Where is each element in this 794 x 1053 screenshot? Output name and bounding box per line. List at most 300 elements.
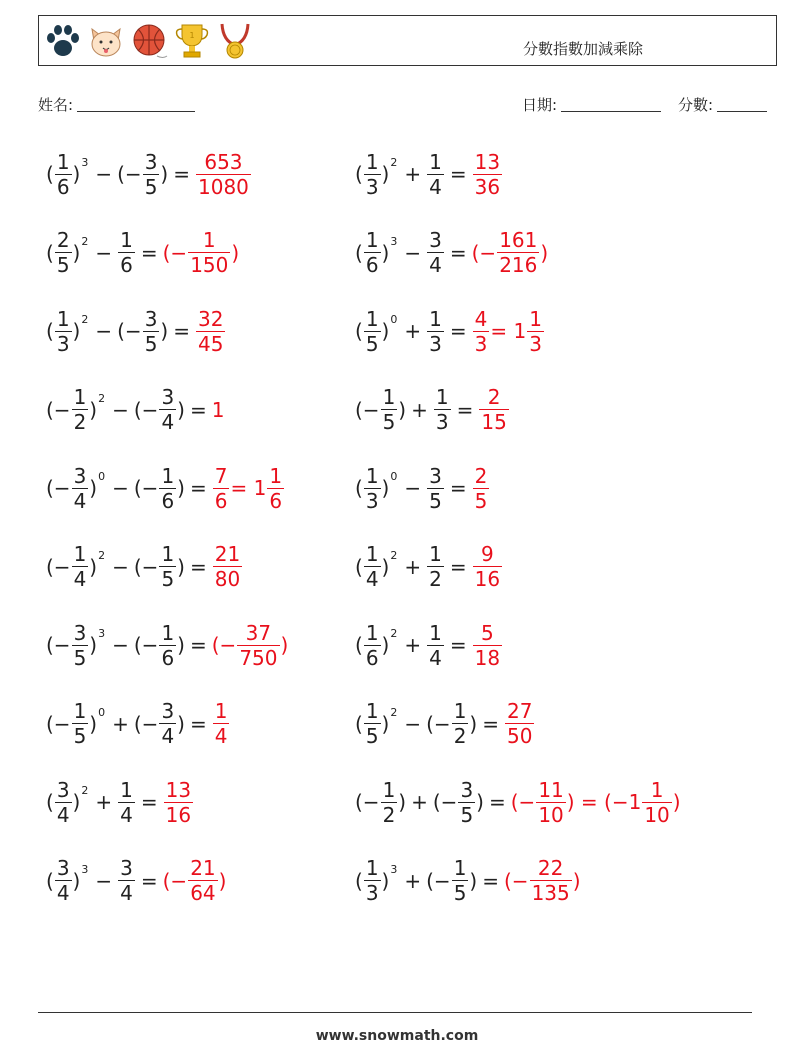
denominator: 50 — [507, 724, 533, 748]
denominator: 6 — [269, 488, 283, 513]
fraction — [213, 464, 230, 513]
operator: = — [449, 162, 467, 186]
numerator: 2 — [474, 463, 488, 488]
operator: − — [95, 162, 113, 186]
operator: = — [482, 711, 499, 736]
numerator: 653 — [204, 149, 243, 174]
denominator: 1080 — [198, 174, 249, 199]
exponent: 3 — [390, 862, 398, 876]
fraction — [237, 621, 279, 670]
denominator: 5 — [144, 331, 158, 356]
exponent: 3 — [390, 234, 398, 248]
answer-text: ) — [572, 868, 581, 893]
numerator: 3 — [56, 856, 70, 880]
problem-18 — [355, 774, 681, 830]
denominator: 3 — [435, 410, 449, 434]
operator: = — [140, 868, 158, 893]
numerator: 1 — [365, 149, 379, 174]
score-field — [678, 94, 767, 115]
denominator: 4 — [56, 881, 70, 905]
fraction — [530, 856, 572, 905]
denominator: 3 — [474, 331, 488, 356]
fraction — [452, 856, 469, 905]
icon-strip — [43, 21, 258, 61]
operator: + — [404, 554, 422, 579]
answer — [504, 699, 535, 748]
denominator: 4 — [120, 802, 133, 827]
numerator: 1 — [161, 542, 175, 566]
problem-16 — [355, 696, 535, 752]
numerator: 1 — [429, 542, 442, 566]
fraction — [536, 778, 565, 827]
denominator: 4 — [73, 567, 87, 591]
denominator: 2 — [453, 724, 467, 748]
operator: = — [189, 711, 207, 736]
denominator: 4 — [161, 724, 175, 748]
numerator: 2 — [487, 385, 501, 409]
answer-text: ) — [672, 790, 681, 814]
operator: − — [112, 476, 129, 500]
operator: + — [112, 711, 129, 736]
open-paren: (− — [355, 397, 380, 422]
operator: = — [189, 554, 207, 579]
denominator: 4 — [73, 488, 87, 513]
operator: + — [404, 868, 422, 893]
exponent: 0 — [390, 313, 398, 326]
open-paren: (− — [133, 476, 159, 500]
fraction — [213, 542, 242, 591]
numerator: 13 — [165, 777, 192, 802]
fraction — [164, 778, 193, 827]
fraction — [55, 778, 72, 827]
problem-17 — [46, 774, 194, 830]
close-paren: ) — [381, 319, 390, 343]
answer-text: ) — [540, 240, 549, 265]
denominator: 5 — [73, 724, 87, 748]
operator: + — [404, 633, 422, 657]
answer — [472, 150, 503, 199]
open-paren: ( — [355, 868, 363, 893]
operator: − — [112, 633, 129, 657]
numerator: 3 — [429, 463, 442, 488]
close-paren: ) — [177, 397, 185, 422]
close-paren: ) — [89, 397, 98, 422]
answer-text: (− — [162, 240, 188, 265]
fraction — [427, 464, 444, 513]
open-paren: (− — [46, 711, 71, 736]
date-blank[interactable] — [561, 96, 661, 112]
denominator: 3 — [429, 331, 442, 356]
close-paren: ) — [89, 711, 98, 736]
open-paren: ( — [46, 868, 54, 893]
numerator: 1 — [382, 385, 396, 409]
numerator: 3 — [460, 777, 474, 802]
close-paren: ) — [177, 711, 185, 736]
numerator: 3 — [56, 777, 70, 802]
denominator: 6 — [56, 174, 70, 199]
answer — [472, 307, 545, 356]
fraction — [427, 542, 444, 591]
fraction — [72, 621, 89, 670]
numerator: 22 — [537, 856, 564, 880]
denominator: 5 — [144, 174, 158, 199]
exponent: 2 — [98, 548, 106, 562]
problem-6 — [355, 303, 545, 359]
denominator: 5 — [365, 724, 379, 748]
open-paren: (− — [46, 397, 71, 422]
answer — [195, 307, 226, 356]
open-paren: (− — [426, 868, 451, 893]
denominator: 10 — [644, 802, 670, 827]
answer-text: 1 — [211, 397, 225, 422]
name-field — [38, 94, 195, 115]
open-paren: (− — [117, 319, 142, 343]
open-paren: ( — [355, 554, 363, 579]
close-paren: ) — [469, 711, 478, 736]
fraction — [505, 699, 534, 748]
denominator: 45 — [198, 331, 224, 356]
denominator: 5 — [453, 881, 467, 905]
answer — [478, 385, 509, 434]
denominator: 6 — [161, 645, 175, 670]
numerator: 3 — [429, 228, 442, 252]
fraction — [473, 542, 502, 591]
close-paren: ) — [72, 162, 81, 186]
close-paren: ) — [72, 790, 81, 814]
fraction — [364, 856, 381, 905]
answer-text: (− — [211, 633, 237, 657]
answer-text: ) — [280, 633, 289, 657]
denominator: 4 — [365, 567, 379, 591]
close-paren: ) — [381, 162, 390, 186]
close-paren: ) — [398, 397, 407, 422]
operator: = — [189, 476, 207, 500]
numerator: 3 — [73, 620, 87, 645]
fraction — [267, 464, 284, 513]
fraction — [364, 228, 381, 277]
answer — [195, 150, 252, 199]
denominator: 80 — [214, 567, 241, 591]
close-paren: ) — [160, 319, 169, 343]
fraction — [527, 307, 544, 356]
denominator: 2 — [429, 567, 442, 591]
worksheet-title: 分數指數加減乘除 — [523, 40, 644, 58]
answer — [212, 464, 285, 513]
numerator: 7 — [214, 463, 228, 488]
open-paren: (− — [355, 790, 380, 814]
answer — [163, 856, 227, 905]
open-paren: ( — [46, 319, 54, 343]
numerator: 161 — [499, 228, 538, 252]
fraction — [364, 621, 381, 670]
denominator: 18 — [474, 645, 501, 670]
numerator: 13 — [474, 149, 501, 174]
numerator: 1 — [120, 228, 133, 252]
name-blank[interactable] — [77, 96, 195, 112]
numerator: 1 — [365, 620, 379, 645]
fraction — [72, 542, 89, 591]
exponent: 2 — [81, 784, 89, 797]
operator: = — [456, 397, 474, 422]
answer — [472, 228, 549, 277]
denominator: 216 — [499, 253, 538, 277]
denominator: 3 — [365, 488, 379, 513]
fraction — [188, 856, 217, 905]
answer-text: (− — [504, 868, 529, 893]
answer-text: = 1 — [490, 319, 527, 343]
operator: − — [404, 240, 422, 265]
fraction — [72, 464, 89, 513]
numerator: 1 — [453, 699, 467, 723]
denominator: 15 — [481, 410, 507, 434]
cat-face-icon — [86, 21, 126, 61]
medal-icon — [215, 21, 255, 61]
answer-text: = 1 — [230, 476, 267, 500]
numerator: 1 — [453, 856, 467, 880]
exponent: 2 — [98, 391, 106, 405]
fraction — [427, 150, 444, 199]
open-paren: (− — [46, 633, 71, 657]
denominator: 5 — [382, 410, 396, 434]
open-paren: (− — [46, 554, 71, 579]
denominator: 36 — [474, 174, 501, 199]
problem-4 — [355, 225, 548, 281]
answer — [504, 856, 581, 905]
operator: = — [482, 868, 499, 893]
name-label: 姓名: — [38, 96, 74, 114]
fraction — [159, 542, 176, 591]
fraction — [55, 228, 72, 277]
close-paren: ) — [72, 868, 81, 893]
numerator: 1 — [365, 542, 379, 566]
problem-8 — [355, 382, 510, 438]
fraction — [55, 856, 72, 905]
open-paren: (− — [46, 476, 71, 500]
numerator: 2 — [56, 228, 70, 252]
close-paren: ) — [160, 162, 169, 186]
open-paren: ( — [46, 240, 54, 265]
denominator: 6 — [365, 253, 379, 277]
numerator: 1 — [365, 856, 379, 880]
fraction — [497, 228, 539, 277]
numerator: 5 — [480, 620, 494, 645]
answer-text: ) — [231, 240, 240, 265]
denominator: 16 — [165, 802, 192, 827]
numerator: 1 — [56, 149, 70, 174]
fraction — [473, 464, 490, 513]
fraction — [159, 699, 176, 748]
fraction — [143, 307, 160, 356]
fraction — [118, 228, 135, 277]
answer — [472, 621, 503, 670]
exponent: 2 — [390, 156, 398, 169]
operator: = — [189, 397, 207, 422]
close-paren: ) — [469, 868, 478, 893]
answer — [212, 699, 231, 748]
denominator: 6 — [161, 488, 175, 513]
operator: − — [95, 319, 113, 343]
numerator: 1 — [529, 306, 542, 331]
denominator: 4 — [56, 802, 70, 827]
denominator: 2 — [382, 802, 396, 827]
operator: + — [411, 790, 428, 814]
close-paren: ) — [476, 790, 484, 814]
numerator: 1 — [365, 228, 379, 252]
close-paren: ) — [177, 476, 185, 500]
operator: − — [404, 476, 422, 500]
fraction — [381, 385, 398, 434]
close-paren: ) — [381, 554, 390, 579]
problem-15 — [46, 696, 230, 752]
fraction — [159, 385, 176, 434]
numerator: 37 — [245, 620, 272, 645]
fraction — [364, 464, 381, 513]
close-paren: ) — [381, 711, 390, 736]
answer-text: ) = (−1 — [566, 790, 642, 814]
fraction — [364, 542, 381, 591]
problem-12 — [355, 539, 503, 595]
fraction — [159, 464, 176, 513]
close-paren: ) — [381, 868, 390, 893]
close-paren: ) — [89, 476, 98, 500]
close-paren: ) — [398, 790, 407, 814]
answer-text: ) — [218, 868, 227, 893]
open-paren: ( — [355, 711, 363, 736]
basketball-icon — [129, 21, 169, 61]
fraction — [55, 150, 72, 199]
fraction — [55, 307, 72, 356]
fraction — [458, 778, 475, 827]
fraction — [364, 307, 381, 356]
footer-divider — [38, 1012, 752, 1013]
denominator: 5 — [429, 488, 442, 513]
operator: = — [449, 319, 467, 343]
fraction — [473, 621, 502, 670]
svg-text:1: 1 — [189, 31, 195, 40]
fraction — [473, 150, 502, 199]
problem-3 — [46, 225, 239, 281]
numerator: 1 — [435, 385, 449, 409]
close-paren: ) — [89, 633, 98, 657]
problem-9 — [46, 460, 285, 516]
denominator: 2 — [73, 410, 87, 434]
fraction — [473, 307, 490, 356]
open-paren: ( — [46, 790, 54, 814]
problem-13 — [46, 617, 288, 673]
answer — [163, 228, 240, 277]
fraction — [72, 699, 89, 748]
denominator: 4 — [429, 253, 442, 277]
denominator: 5 — [474, 488, 488, 513]
footer-url: www.snowmath.com — [315, 1028, 479, 1044]
fraction — [118, 778, 135, 827]
exponent: 3 — [98, 627, 106, 640]
fraction — [72, 385, 89, 434]
exponent: 0 — [98, 705, 106, 719]
answer — [511, 778, 681, 827]
fraction — [364, 150, 381, 199]
numerator: 1 — [73, 699, 87, 723]
denominator: 3 — [365, 881, 379, 905]
numerator: 1 — [56, 306, 70, 331]
close-paren: ) — [72, 240, 81, 265]
score-blank[interactable] — [717, 96, 767, 112]
numerator: 1 — [650, 777, 664, 802]
fraction — [188, 228, 230, 277]
operator: + — [411, 397, 428, 422]
close-paren: ) — [177, 633, 185, 657]
trophy-icon — [172, 21, 212, 61]
numerator: 1 — [365, 306, 379, 331]
fraction — [159, 621, 176, 670]
operator: − — [112, 554, 129, 579]
open-paren: (− — [426, 711, 451, 736]
numerator: 1 — [269, 463, 283, 488]
operator: + — [404, 162, 422, 186]
numerator: 9 — [480, 542, 494, 566]
denominator: 6 — [214, 488, 228, 513]
numerator: 1 — [202, 228, 216, 252]
fraction — [118, 856, 135, 905]
operator: = — [173, 319, 190, 343]
operator: = — [488, 790, 506, 814]
open-paren: ( — [355, 476, 363, 500]
close-paren: ) — [177, 554, 185, 579]
numerator: 1 — [214, 699, 228, 723]
operator: = — [189, 633, 207, 657]
operator: + — [404, 319, 422, 343]
fraction — [434, 385, 451, 434]
fraction — [427, 228, 444, 277]
fraction — [479, 385, 508, 434]
denominator: 4 — [429, 174, 442, 199]
denominator: 4 — [214, 724, 228, 748]
operator: − — [112, 397, 129, 422]
operator: = — [140, 240, 158, 265]
numerator: 1 — [429, 306, 442, 331]
numerator: 1 — [73, 542, 87, 566]
numerator: 4 — [474, 306, 488, 331]
denominator: 64 — [190, 881, 216, 905]
denominator: 4 — [120, 881, 133, 905]
numerator: 1 — [365, 463, 379, 488]
numerator: 1 — [429, 149, 442, 174]
operator: = — [449, 476, 467, 500]
denominator: 4 — [161, 410, 175, 434]
problem-1 — [46, 146, 252, 202]
answer — [472, 542, 503, 591]
numerator: 21 — [190, 856, 216, 880]
close-paren: ) — [89, 554, 98, 579]
fraction — [427, 307, 444, 356]
exponent: 2 — [390, 705, 398, 719]
numerator: 3 — [73, 463, 87, 488]
numerator: 32 — [198, 306, 224, 331]
operator: − — [95, 868, 113, 893]
fraction — [452, 699, 469, 748]
numerator: 3 — [144, 306, 158, 331]
paw-print-icon — [43, 21, 83, 61]
answer — [472, 464, 491, 513]
problem-5 — [46, 303, 226, 359]
denominator: 135 — [531, 881, 570, 905]
exponent: 2 — [81, 313, 89, 326]
operator: − — [404, 711, 422, 736]
problem-11 — [46, 539, 243, 595]
answer — [212, 542, 243, 591]
open-paren: (− — [133, 711, 159, 736]
denominator: 10 — [538, 802, 564, 827]
